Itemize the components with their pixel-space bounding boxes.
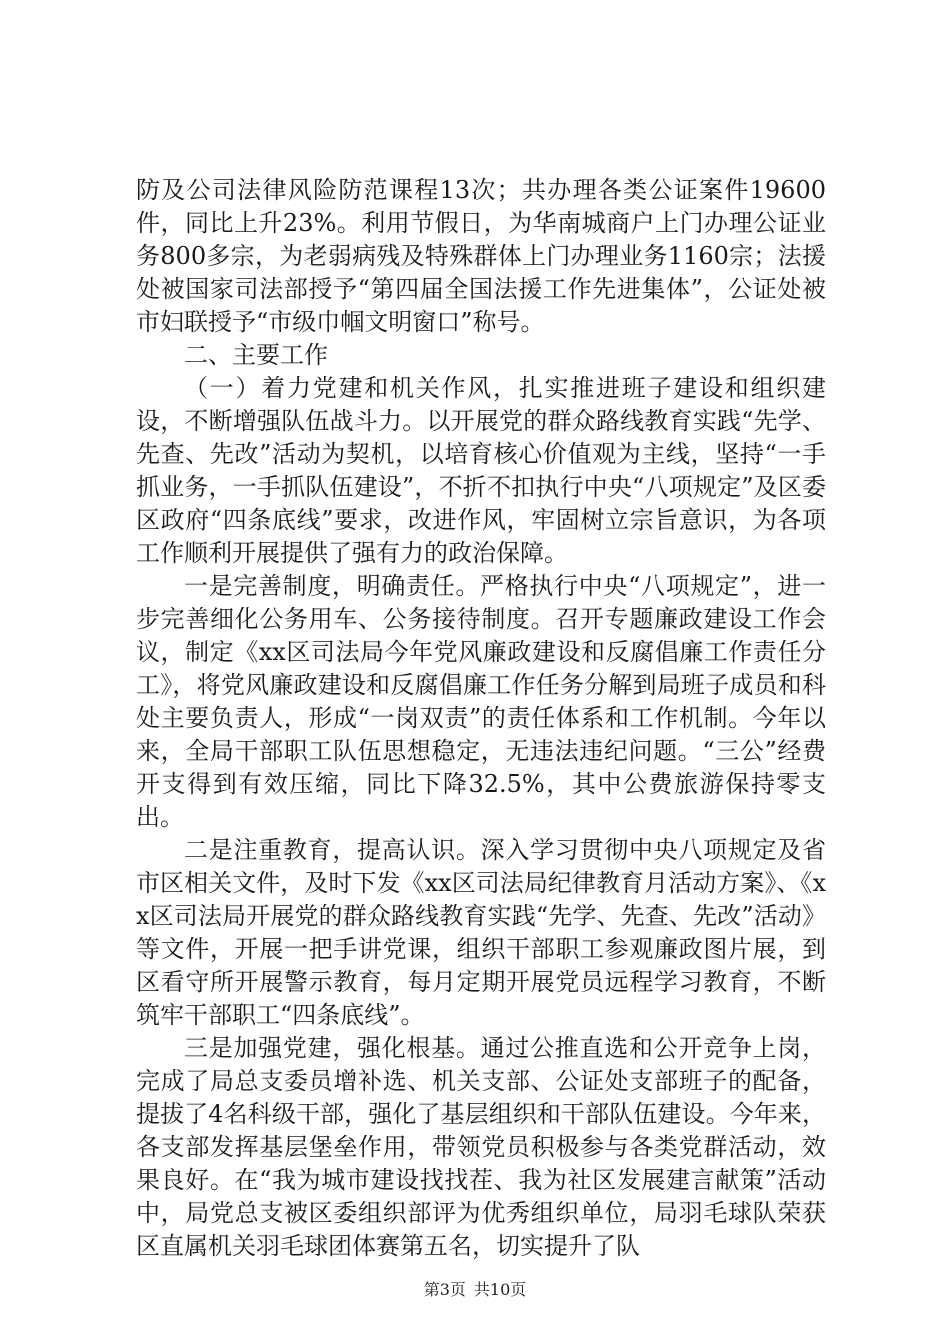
page-number: 第3页 — [423, 1280, 466, 1299]
page-footer — [0, 1280, 950, 1300]
document-body — [136, 174, 826, 1263]
paragraph-4: 一是完善制度，明确责任。严格执行中央“八项规定”，进一步完善细化公务用车、公务接待制度。召开专题廉政建设工作会议，制定《xx区司法局今年党风廉政建设和反腐倡廉工作责任分工》，将党风廉政建设和反腐倡廉工作任务分解到局班子成员和科处主要负责人，形成“一岗双责”的责任体系和工作机制。今年以来，全局干部职工队伍思想稳定，无违法违纪问题。“三公”经费开支得到有效压缩，同比下降32.5%，其中公费旅游保持零支出。 — [136, 572, 826, 831]
page-total: 共10页 — [473, 1280, 527, 1299]
paragraph-1: 防及公司法律风险防范课程13次；共办理各类公证案件19600件，同比上升23%。利用节假日，为华南城商户上门办理公证业务800多宗，为老弱病残及特殊群体上门办理业务1160宗；法援处被国家司法部授予“第四届全国法援工作先进集体”，公证处被市妇联授予“市级巾帼文明窗口”称号。 — [136, 176, 826, 336]
paragraph-5: 二是注重教育，提高认识。深入学习贯彻中央八项规定及省市区相关文件，及时下发《xx区司法局纪律教育月活动方案》、《xx区司法局开展党的群众路线教育实践“先学、先查、先改”活动》等文件，开展一把手讲党课，组织干部职工参观廉政图片展，到区看守所开展警示教育，每月定期开展党员远程学习教育，不断筑牢干部职工“四条底线”。 — [136, 836, 826, 1029]
paragraph-6: 三是加强党建，强化根基。通过公推直选和公开竞争上岗，完成了局总支委员增补选、机关支部、公证处支部班子的配备，提拔了4名科级干部，强化了基层组织和干部队伍建设。今年来，各支部发挥基层堡垒作用，带领党员积极参与各类党群活动，效果良好。在“我为城市建设找找茬、我为社区发展建言献策”活动中，局党总支被区委组织部评为优秀组织单位，局羽毛球队荣获区直属机关羽毛球团体赛第五名，切实提升了队 — [136, 1034, 826, 1260]
section-heading-main-work: 二、主要工作 — [184, 341, 328, 369]
paragraph-3: （一）着力党建和机关作风，扎实推进班子建设和组织建设，不断增强队伍战斗力。以开展党的群众路线教育实践“先学、先查、先改”活动为契机，以培育核心价值观为主线，坚持“一手抓业务，一手抓队伍建设”，不折不扣执行中央“八项规定”及区委区政府“四条底线”要求，改进作风，牢固树立宗旨意识，为各项工作顺利开展提供了强有力的政治保障。 — [136, 374, 826, 567]
